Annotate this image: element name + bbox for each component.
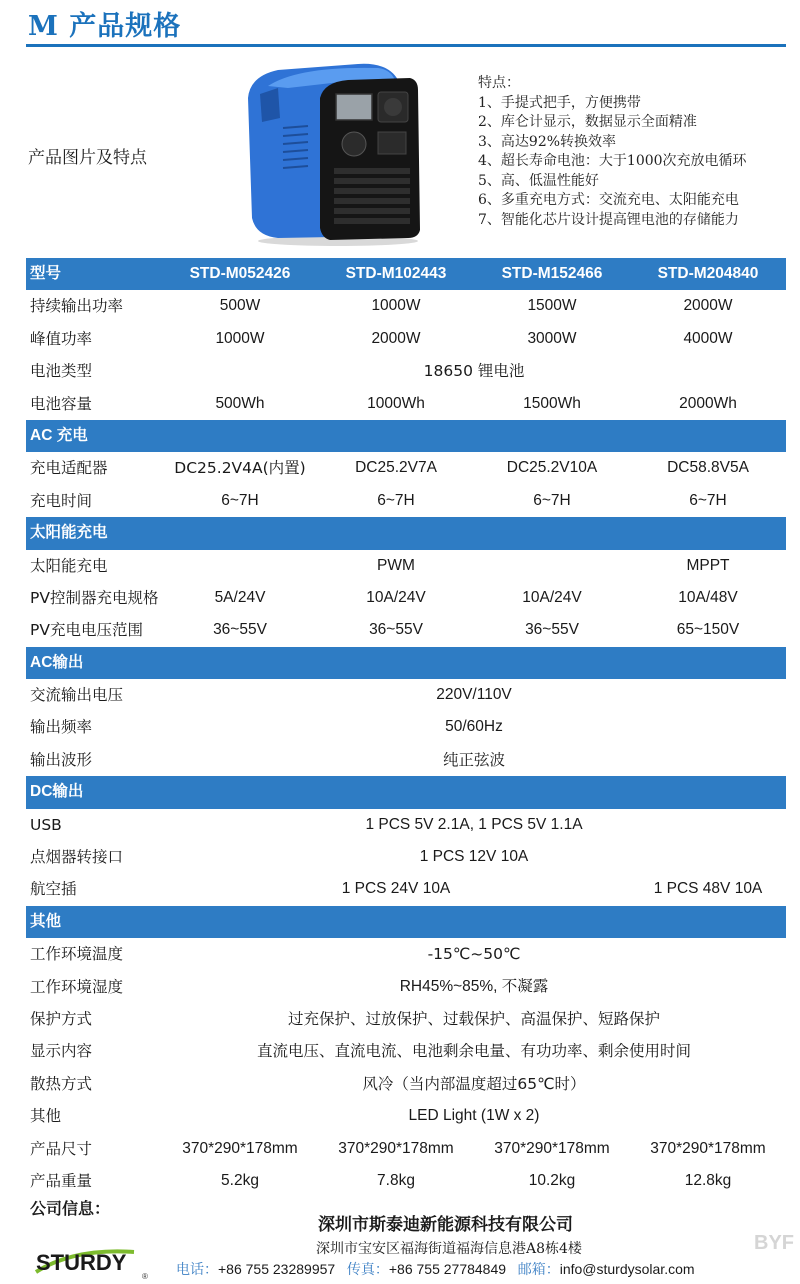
section-title: AC 充电 (30, 426, 88, 444)
row-label: 产品重量 (30, 1171, 93, 1190)
company-info-label: 公司信息： (30, 1199, 111, 1218)
table-row (26, 1003, 786, 1035)
cell: 2000W (683, 297, 733, 315)
section-title: 其他 (30, 912, 62, 930)
row-label: 保护方式 (30, 1009, 93, 1028)
row-label: PV充电电压范围 (30, 621, 143, 640)
cell: 10.2kg (528, 1171, 576, 1189)
cell: 65~150V (676, 621, 740, 639)
table-row (26, 485, 786, 517)
cell: 370*290*178mm (182, 1139, 298, 1157)
table-row (26, 809, 786, 841)
cell: 1000W (215, 329, 265, 347)
section-title: AC输出 (30, 653, 84, 671)
cell: 370*290*178mm (650, 1139, 766, 1157)
phone-label: 电话： (176, 1262, 218, 1278)
model-name: STD-M152466 (501, 265, 603, 282)
cell: 风冷（当内部温度超过65℃时） (362, 1074, 586, 1093)
cell: 1000W (371, 297, 421, 315)
feature-list (478, 74, 747, 230)
row-label: 太阳能充电 (30, 556, 108, 575)
model-name: STD-M102443 (345, 265, 447, 282)
cell: 6~7H (689, 491, 727, 509)
table-row (26, 1035, 786, 1067)
cell: 10A/48V (678, 588, 738, 606)
table-row (26, 1133, 786, 1165)
cell: 1 PCS 24V 10A (341, 880, 451, 898)
row-label: 充电时间 (30, 491, 93, 510)
cell: 7.8kg (377, 1171, 415, 1189)
section-title: DC输出 (30, 783, 84, 801)
feature-item: 7、智能化芯片设计提高锂电池的存储能力 (478, 211, 739, 228)
email-address[interactable]: info@sturdysolar.com (559, 1261, 695, 1277)
cell: 1000Wh (367, 394, 425, 412)
row-label: 电池类型 (30, 362, 93, 381)
row-label: PV控制器充电规格 (30, 588, 159, 607)
cell: 36~55V (525, 621, 579, 639)
cell: 36~55V (213, 621, 267, 639)
row-label: USB (30, 815, 62, 834)
sturdy-logo (34, 1242, 166, 1282)
feature-item: 3、高达92%转换效率 (478, 133, 617, 150)
table-row (26, 1068, 786, 1100)
cell: 过充保护、过放保护、过载保护、高温保护、短路保护 (287, 1009, 660, 1028)
section-header-ac-output (26, 647, 786, 679)
cell: 5.2kg (221, 1171, 259, 1189)
row-label: 显示内容 (30, 1042, 93, 1061)
cell: MPPT (686, 556, 730, 574)
company-address: 深圳市宝安区福海街道福海信息港A8栋4楼 (316, 1241, 582, 1257)
table-row (26, 388, 786, 420)
feature-item: 6、多重充电方式：交流充电、太阳能充电 (478, 192, 739, 208)
cell: 6~7H (377, 491, 415, 509)
feature-section-label: 产品图片及特点 (28, 148, 147, 168)
cell: 12.8kg (684, 1171, 732, 1189)
phone-number: +86 755 23289957 (218, 1261, 336, 1277)
cell: 18650 锂电池 (423, 362, 525, 381)
cell: 10A/24V (366, 588, 426, 606)
feature-item: 5、高、低温性能好 (478, 172, 599, 189)
table-row (26, 550, 786, 582)
cell: DC25.2V7A (355, 459, 437, 477)
cell: 370*290*178mm (494, 1139, 610, 1157)
cell: 纯正弦波 (442, 750, 505, 769)
table-row (26, 1165, 786, 1197)
title-divider (26, 44, 786, 47)
svg-text:®: ® (142, 1272, 148, 1281)
email-label: 邮箱： (517, 1262, 560, 1278)
row-label: 交流输出电压 (30, 686, 124, 705)
row-label: 输出波形 (30, 750, 93, 769)
table-row (26, 873, 786, 905)
table-row (26, 971, 786, 1003)
row-label: 散热方式 (30, 1074, 93, 1093)
table-row (26, 582, 786, 614)
row-label: 其他 (30, 1107, 62, 1126)
cell: 6~7H (221, 491, 259, 509)
row-label: 工作环境温度 (30, 945, 124, 964)
table-row (26, 355, 786, 387)
model-header-label: 型号 (30, 265, 62, 282)
contact-line (176, 1259, 695, 1279)
cell: 370*290*178mm (338, 1139, 454, 1157)
cell: DC25.2V10A (506, 459, 598, 477)
table-row (26, 452, 786, 484)
cell: 1500Wh (523, 394, 581, 412)
row-label: 峰值功率 (30, 329, 93, 348)
fax-number: +86 755 27784849 (388, 1261, 507, 1277)
table-row (26, 614, 786, 646)
table-row (26, 1100, 786, 1132)
cell: 500W (219, 297, 261, 315)
cell: LED Light (1W x 2) (408, 1107, 540, 1125)
cell: -15℃~50℃ (427, 945, 521, 964)
page-title: M 产品规格 (28, 11, 182, 42)
cell: 36~55V (369, 621, 423, 639)
watermark: BYF (754, 1232, 794, 1254)
cell: 2000W (371, 329, 421, 347)
row-label: 持续输出功率 (30, 297, 124, 316)
model-name: STD-M204840 (657, 265, 759, 282)
section-title: 太阳能充电 (30, 524, 108, 542)
row-label: 点烟器转接口 (30, 848, 124, 867)
model-name: STD-M052426 (189, 265, 291, 282)
section-header-solar (26, 517, 786, 549)
table-row (26, 679, 786, 711)
cell: 2000Wh (679, 394, 737, 412)
cell: RH45%~85%, 不凝露 (399, 977, 549, 995)
cell: PWM (377, 556, 415, 574)
spec-table (26, 258, 786, 1197)
row-label: 充电适配器 (30, 459, 108, 478)
cell: 4000W (683, 329, 733, 347)
feature-item: 1、手提式把手，方便携带 (478, 94, 641, 111)
cell: 1 PCS 48V 10A (653, 880, 763, 898)
model-header-row (26, 258, 786, 290)
cell: 直流电压、直流电流、电池剩余电量、有功功率、剩余使用时间 (256, 1042, 691, 1061)
table-row (26, 744, 786, 776)
table-row (26, 323, 786, 355)
cell: 5A/24V (214, 588, 266, 606)
feature-item: 2、库仑计显示，数据显示全面精准 (478, 114, 697, 130)
company-name: 深圳市斯泰迪新能源科技有限公司 (318, 1215, 573, 1235)
feature-item: 特点： (478, 75, 520, 91)
cell: 3000W (527, 329, 577, 347)
table-row (26, 711, 786, 743)
section-header-dc-output (26, 776, 786, 808)
cell: 500Wh (215, 394, 265, 412)
feature-item: 4、超长寿命电池：大于1000次充放电循环 (478, 153, 747, 169)
cell: DC25.2V4A(内置) (174, 459, 306, 478)
row-label: 航空插 (30, 880, 77, 899)
cell: DC58.8V5A (667, 459, 749, 477)
row-label: 产品尺寸 (30, 1139, 93, 1158)
product-image (238, 58, 438, 248)
table-row (26, 938, 786, 970)
cell: 220V/110V (436, 686, 512, 704)
cell: 10A/24V (522, 588, 582, 606)
section-header-ac-charge (26, 420, 786, 452)
row-label: 输出频率 (30, 718, 93, 737)
cell: 6~7H (533, 491, 571, 509)
fax-label: 传真： (346, 1262, 389, 1278)
cell: 1 PCS 5V 2.1A, 1 PCS 5V 1.1A (365, 815, 583, 833)
cell: 1 PCS 12V 10A (419, 848, 529, 866)
row-label: 工作环境湿度 (30, 977, 124, 996)
table-row (26, 841, 786, 873)
logo-text: STURDY (36, 1250, 127, 1275)
row-label: 电池容量 (30, 394, 93, 413)
cell: 50/60Hz (445, 718, 503, 736)
cell: 1500W (527, 297, 577, 315)
table-row (26, 290, 786, 322)
section-header-other (26, 906, 786, 938)
